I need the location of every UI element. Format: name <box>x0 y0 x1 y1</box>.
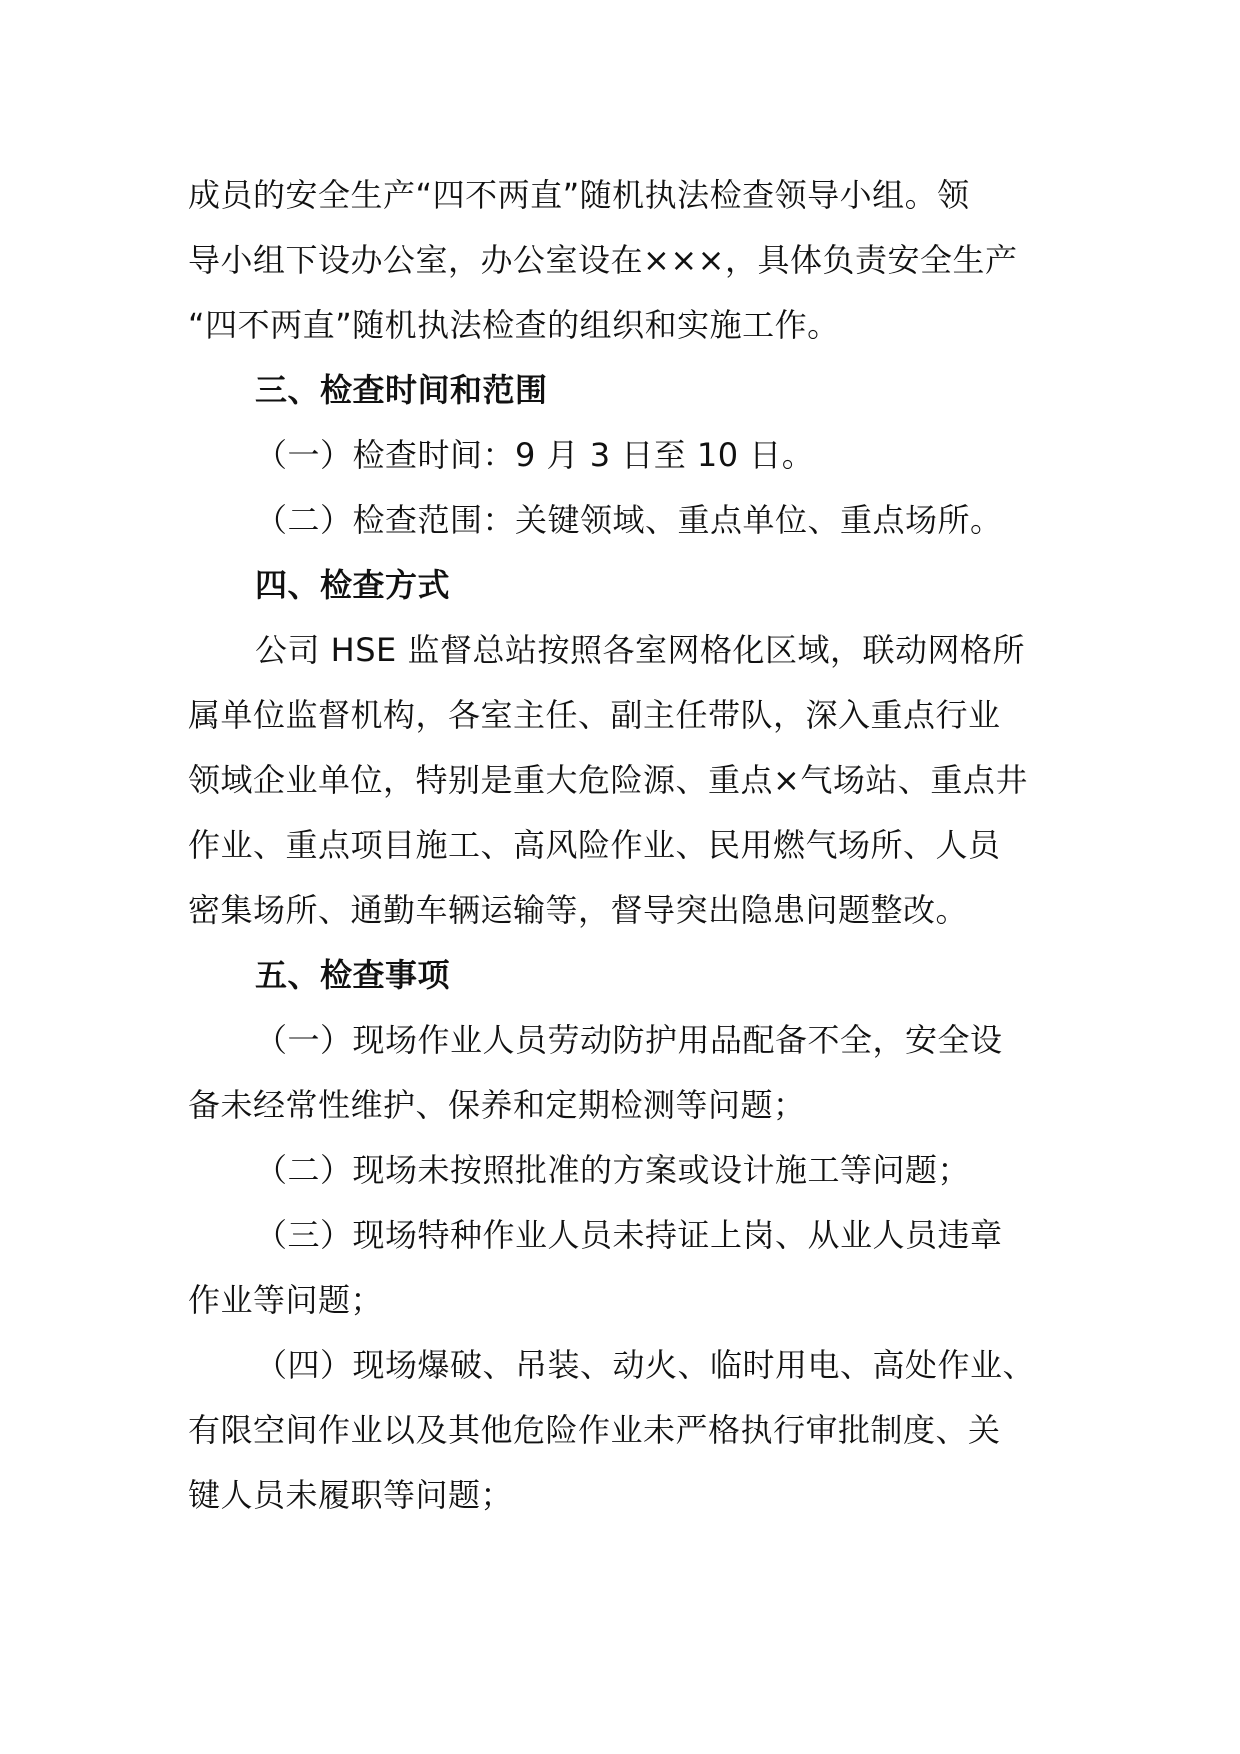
body-line: “四不两直”随机执法检查的组织和实施工作。 <box>188 306 840 344</box>
section-heading: 三、检查时间和范围 <box>255 371 548 409</box>
body-line: 键人员未履职等问题； <box>188 1476 514 1514</box>
body-line: 备未经常性维护、保养和定期检测等问题； <box>188 1086 806 1124</box>
body-line: 作业、重点项目施工、高风险作业、民用燃气场所、人员 <box>188 826 1001 864</box>
body-line: 密集场所、通勤车辆运输等，督导突出隐患问题整改。 <box>188 891 969 929</box>
body-line: （四）现场爆破、吊装、动火、临时用电、高处作业、 <box>255 1346 1036 1384</box>
body-line: 导小组下设办公室，办公室设在×××，具体负责安全生产 <box>188 241 1018 279</box>
body-line: 领域企业单位，特别是重大危险源、重点×气场站、重点井 <box>188 761 1028 799</box>
section-heading: 五、检查事项 <box>255 956 451 994</box>
body-line: 有限空间作业以及其他危险作业未严格执行审批制度、关 <box>188 1411 1001 1449</box>
body-line: 成员的安全生产“四不两直”随机执法检查领导小组。领 <box>188 176 970 214</box>
body-line: （一）检查时间：9 月 3 日至 10 日。 <box>255 436 815 474</box>
body-line: 属单位监督机构，各室主任、副主任带队，深入重点行业 <box>188 696 1001 734</box>
body-line: （二）检查范围：关键领域、重点单位、重点场所。 <box>255 501 1003 539</box>
body-line: （二）现场未按照批准的方案或设计施工等问题； <box>255 1151 971 1189</box>
body-line: 作业等问题； <box>188 1281 384 1319</box>
body-line: （三）现场特种作业人员未持证上岗、从业人员违章 <box>255 1216 1003 1254</box>
body-line: （一）现场作业人员劳动防护用品配备不全，安全设 <box>255 1021 1003 1059</box>
body-line: 公司 HSE 监督总站按照各室网格化区域，联动网格所 <box>255 631 1025 669</box>
section-heading: 四、检查方式 <box>255 566 451 604</box>
